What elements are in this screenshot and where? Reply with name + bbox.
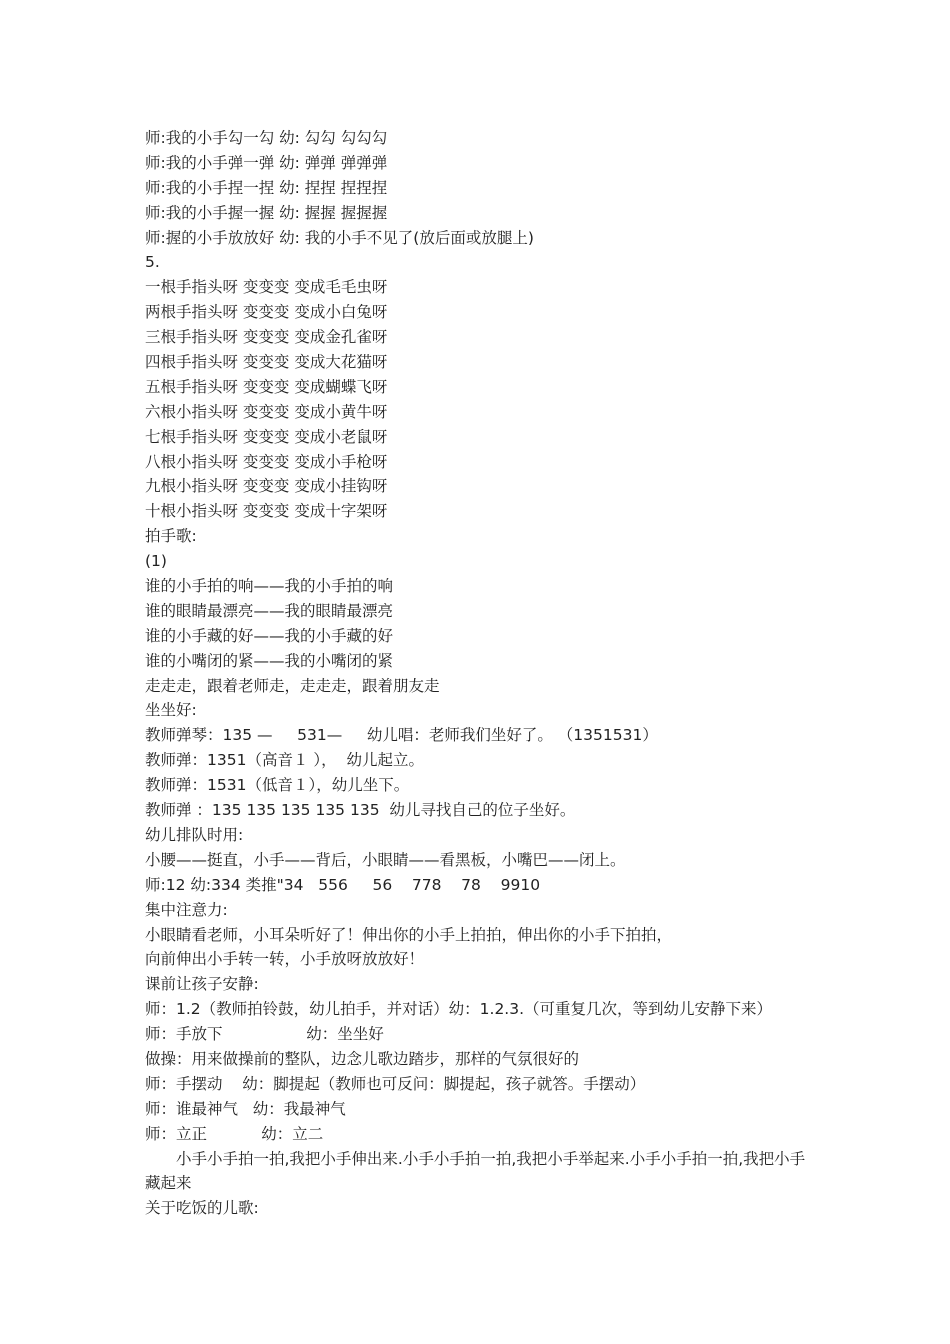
text-line: 师:我的小手勾一勾 幼: 勾勾 勾勾勾 [145,129,388,147]
text-line: 走走走，跟着老师走，走走走，跟着朋友走 [145,676,440,695]
text-line: 三根手指头呀 变变变 变成金孔雀呀 [145,328,388,347]
text-line: 九根小指头呀 变变变 变成小挂钩呀 [145,477,388,496]
text-line: 师：手放下 幼：坐坐好 [145,1025,384,1044]
section-number: 5. [145,253,160,272]
text-line: 十根小指头呀 变变变 变成十字架呀 [145,502,388,521]
text-line: 师:我的小手捏一捏 幼: 捏捏 捏捏捏 [145,178,388,197]
section-heading: 关于吃饭的儿歌: [145,1199,259,1218]
section-heading: 课前让孩子安静: [145,975,259,994]
text-line: 教师弹 ：135 135 135 135 135 幼儿寻找自己的位子坐好。 [145,801,576,820]
text-line: 四根手指头呀 变变变 变成大花猫呀 [145,353,388,372]
text-line: 师:我的小手弹一弹 幼: 弹弹 弹弹弹 [145,153,388,172]
section-heading: 幼儿排队时用: [145,825,244,844]
text-line: 师：立正 幼：立二 [145,1124,324,1143]
text-line: 教师弹：1531（低音１），幼儿坐下。 [145,776,410,795]
text-line: 做操：用来做操前的整队，边念儿歌边踏步，那样的气氛很好的 [145,1049,580,1068]
text-line: 七根手指头呀 变变变 变成小老鼠呀 [145,427,388,446]
text-line: 师：谁最神气 幼：我最神气 [145,1099,346,1118]
text-line: 谁的小嘴闭的紧——我的小嘴闭的紧 [145,651,394,670]
text-line: 一根手指头呀 变变变 变成毛毛虫呀 [145,278,388,297]
text-line: 小眼睛看老师，小耳朵听好了！伸出你的小手上拍拍，伸出你的小手下拍拍， [145,925,673,944]
text-line: 教师弹：1351（高音１ ）， 幼儿起立。 [145,751,424,770]
text-line: 师：1.2（教师拍铃鼓，幼儿拍手，并对话）幼：1.2.3.（可重复几次，等到幼儿安静下来） [145,1000,773,1019]
text-line: 谁的眼睛最漂亮——我的眼睛最漂亮 [145,601,394,620]
section-heading: 坐坐好: [145,701,197,720]
text-line: 师:握的小手放放好 幼: 我的小手不见了(放后面或放腿上) [145,228,534,247]
text-line: 两根手指头呀 变变变 变成小白兔呀 [145,303,388,322]
text-line: 小腰——挺直，小手——背后，小眼睛——看黑板，小嘴巴——闭上。 [145,850,626,869]
document-body [145,126,815,1221]
paragraph: 小手小手拍一拍,我把小手伸出来.小手小手拍一拍,我把小手举起来.小手小手拍一拍,我把小手藏起来 [145,1149,806,1193]
text-line: 六根小指头呀 变变变 变成小黄牛呀 [145,402,388,421]
text-line: 师：手摆动 幼：脚提起（教师也可反问：脚提起，孩子就答。手摆动） [145,1074,646,1093]
text-line: 师:12 幼:334 类推"34 556 56 778 78 9910 [145,875,541,894]
text-line: 教师弹琴：135 — 531— 幼儿唱：老师我们坐好了。 （1351531） [145,726,658,745]
text-line: 谁的小手藏的好——我的小手藏的好 [145,626,394,645]
section-heading: 集中注意力: [145,900,228,919]
text-line: 八根小指头呀 变变变 变成小手枪呀 [145,452,388,471]
section-number: (1) [145,552,167,571]
text-line: 五根手指头呀 变变变 变成蝴蝶飞呀 [145,377,388,396]
text-line: 师:我的小手握一握 幼: 握握 握握握 [145,203,388,222]
text-line: 向前伸出小手转一转，小手放呀放放好！ [145,950,425,969]
section-heading: 拍手歌: [145,527,197,546]
text-line: 谁的小手拍的响——我的小手拍的响 [145,577,394,596]
